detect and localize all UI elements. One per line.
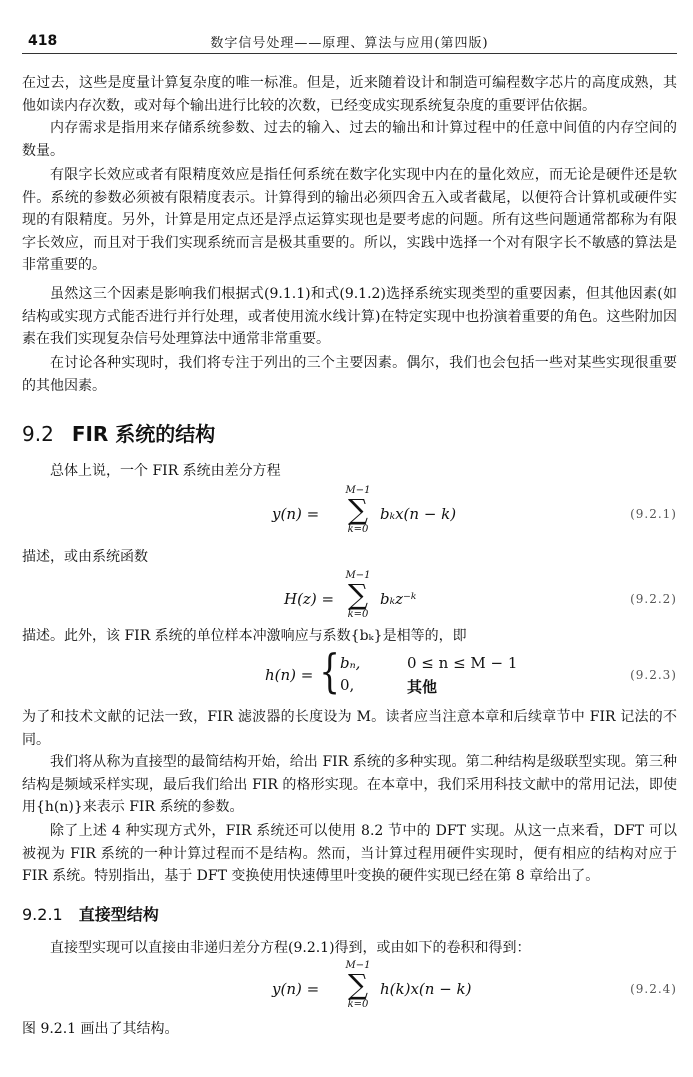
paragraph-described-by: 描述，或由系统函数: [22, 549, 148, 565]
eq3-case1-value: bₙ,: [340, 654, 361, 672]
equation-9-2-4: [22, 960, 677, 1020]
paragraph-complexity: 在过去，这些是度量计算复杂度的唯一标准。但是，近来随着设计和制造可编程数字芯片的高度成熟，其他如读内存次数，或对每个输出进行比较的次数，已经变成实现系统复杂度的重要评估依据。: [22, 75, 677, 114]
section-title: FIR 系统的结构: [71, 422, 216, 446]
header-rule: [22, 53, 677, 54]
paragraph-direct-form: 直接型实现可以直接由非递归差分方程(9.2.1)得到，或由如下的卷积和得到：: [50, 940, 531, 956]
eq4-lhs: y(n) =: [272, 980, 320, 998]
paragraph-other-factors: 虽然这三个因素是影响我们根据式(9.1.1)和式(9.1.2)选择系统实现类型的重要因素，但其他因素(如结构或实现方式能否进行并行处理，或者使用流水线计算)在特定实现中也扮演着重要的角色。这些附加因素在我们实现复杂信号处理算法中通常非常重要。: [22, 286, 677, 347]
equation-9-2-3: [22, 644, 677, 702]
eq2-summation: [340, 570, 376, 620]
eq4-summation: [340, 960, 376, 1010]
eq1-rhs: bₖx(n − k): [380, 505, 457, 523]
section-heading: [22, 418, 215, 447]
sigma-symbol: ∑: [348, 493, 368, 526]
paragraph-impulse-response: 描述。此外，该 FIR 系统的单位样本冲激响应与系数{bₖ}是相等的，即: [22, 628, 467, 644]
paragraph-focus: 在讨论各种实现时，我们将专注于列出的三个主要因素。偶尔，我们也会包括一些对某些实现很重要的其他因素。: [22, 355, 677, 394]
paragraph-finite-wordlength: 有限字长效应或者有限精度效应是指任何系统在数字化实现中内在的量化效应，而无论是硬件还是软件。系统的参数必须被有限精度表示。计算得到的输出必须四舍五入或者截尾，以便符合计算机或硬件实现的有限精度。另外，计算是用定点还是浮点运算实现也是要考虑的问题。所有这些问题通常都称为有限字长效应，而且对于我们实现系统而言是极其重要的。所以，实践中选择一个对有限字长不敏感的算法是非常重要的。: [22, 167, 677, 273]
eq4-sum-lower: k=0: [347, 999, 369, 1010]
running-header: [22, 30, 677, 54]
equation-9-2-1: [22, 485, 677, 545]
page-number: 418: [28, 33, 58, 49]
section-number: 9.2: [22, 422, 54, 446]
header-title: 数字信号处理——原理、算法与应用(第四版): [210, 36, 489, 51]
eq3-case2-condition: 其他: [407, 678, 438, 696]
eq3-lhs: h(n) =: [265, 666, 314, 684]
eq4-rhs: h(k)x(n − k): [380, 980, 472, 998]
paragraph-dft: 除了上述 4 种实现方式外，FIR 系统还可以使用 8.2 节中的 DFT 实现。从这一点来看，DFT 可以被视为 FIR 系统的一种计算过程而不是结构。然而，当计算过程用硬件实现时，便有相应的结构对应于 FIR 系统。特别指出，基于 DFT 变换使用快速傅里叶变换的硬件实现已经在第 8 章给出了。: [22, 823, 677, 884]
eq3-case2-value: 0,: [340, 676, 355, 694]
eq3-label: (9.2.3): [630, 668, 677, 682]
paragraph-structures: 我们将从称为直接型的最简结构开始，给出 FIR 系统的多种实现。第二种结构是级联型实现。第三种结构是频域采样实现，最后我们给出 FIR 的格形实现。在本章中，我们采用科技文献中的常用记法，即使用{h(n)}来表示 FIR 系统的参数。: [22, 754, 677, 815]
sigma-symbol: ∑: [348, 968, 368, 1001]
sigma-symbol: ∑: [348, 578, 368, 611]
left-brace: {: [319, 644, 340, 698]
paragraph-memory: 内存需求是指用来存储系统参数、过去的输入、过去的输出和计算过程中的任意中间值的内存空间的数量。: [22, 120, 677, 159]
eq1-lhs: y(n) =: [272, 505, 320, 523]
subsection-heading: [22, 902, 159, 925]
paragraph-notation: 为了和技术文献的记法一致，FIR 滤波器的长度设为 M。读者应当注意本章和后续章节中 FIR 记法的不同。: [22, 709, 677, 748]
equation-9-2-2: [22, 570, 677, 630]
eq2-lhs: H(z) =: [284, 590, 335, 608]
subsection-number: 9.2.1: [22, 905, 63, 924]
subsection-title: 直接型结构: [78, 905, 159, 924]
eq2-rhs: bₖz⁻ᵏ: [380, 590, 417, 608]
paragraph-intro: 总体上说，一个 FIR 系统由差分方程: [50, 463, 281, 479]
eq2-sum-upper: M−1: [345, 570, 371, 581]
eq2-label: (9.2.2): [630, 592, 677, 606]
eq2-sum-lower: k=0: [347, 609, 369, 620]
eq1-summation: [340, 485, 376, 535]
eq1-sum-upper: M−1: [345, 485, 371, 496]
eq1-label: (9.2.1): [630, 507, 677, 521]
eq4-sum-upper: M−1: [345, 960, 371, 971]
paragraph-figure-ref: 图 9.2.1 画出了其结构。: [22, 1021, 179, 1037]
eq4-label: (9.2.4): [630, 982, 677, 996]
eq3-case1-condition: 0 ≤ n ≤ M − 1: [407, 654, 518, 672]
eq1-sum-lower: k=0: [347, 524, 369, 535]
